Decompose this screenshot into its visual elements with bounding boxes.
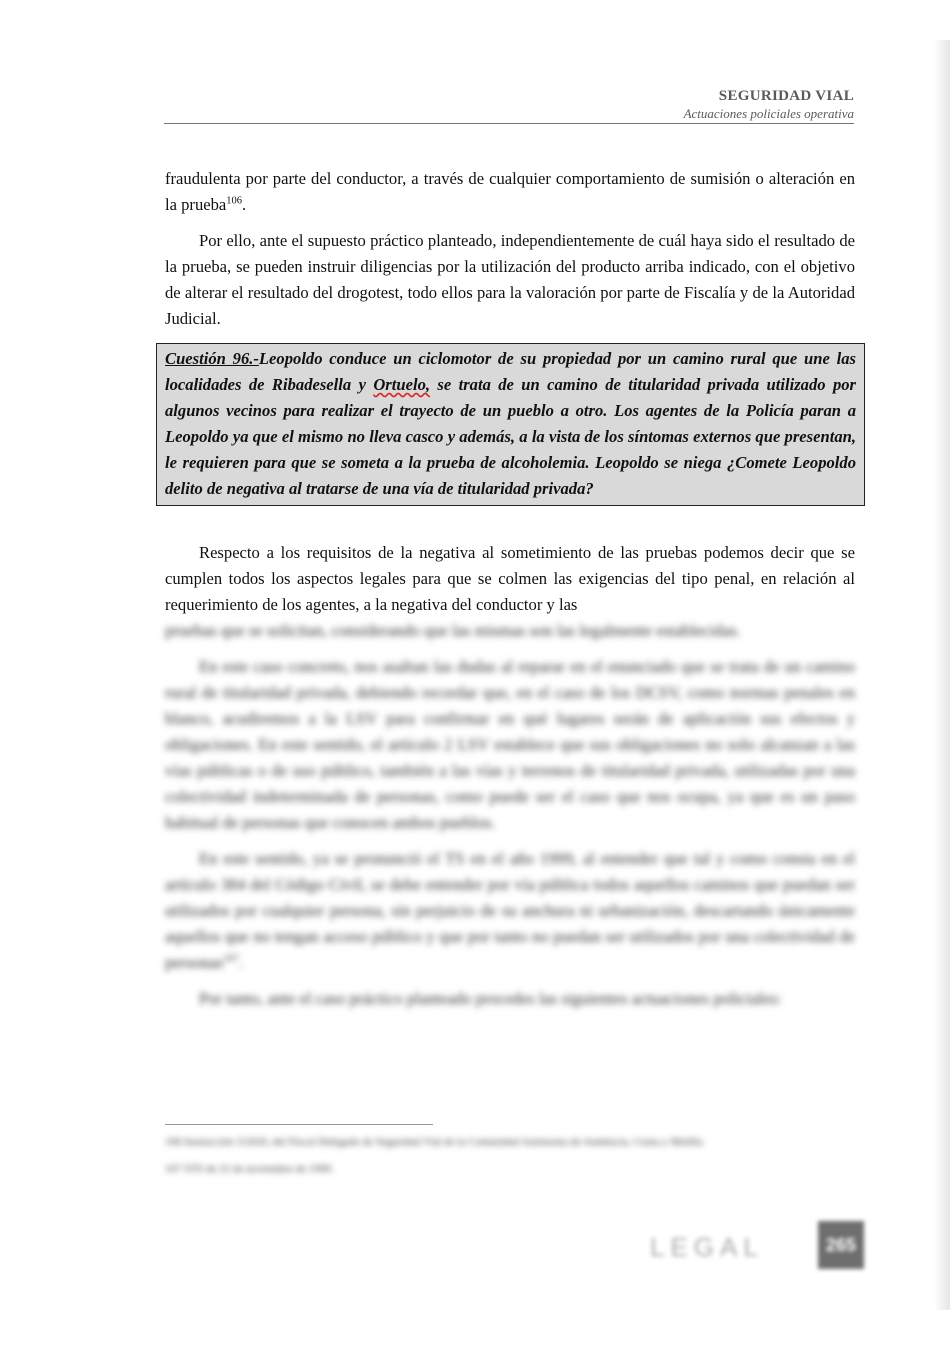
footnote-ref-106[interactable]: 106 bbox=[226, 195, 243, 207]
blurred-line-0: pruebas que se solicitan, considerando que las mismas son las legalmente establecidas. bbox=[165, 621, 741, 640]
footnote-107: 107 STS de 22 de noviembre de 1999. bbox=[165, 1163, 334, 1175]
footnote-rule bbox=[165, 1124, 433, 1125]
blurred-paragraph-2-text: En este sentido, ya se pronunció el TS en el año 1999, al entender que tal y como consta en el artículo 384 del Código Civil, se debe entender por vía pública todos aquellos caminos que puedan ser utilizados por cualquier persona, sin perjuicio de su anchura ni urbanización, descartando únicamente aquellos que no tengan acceso público y que por tanto no puedan ser utilizados por una colectividad de personas bbox=[165, 849, 855, 972]
question-text-start: Leopoldo conduce un ciclomotor de su propiedad por un camino rural que une las localidades de Ribadesella y bbox=[165, 349, 856, 394]
blurred-paragraph-2: En este sentido, ya se pronunció el TS en el año 1999, al entender que tal y como consta en el artículo 384 del Código Civil, se debe entender por vía pública todos aquellos caminos que puedan ser utilizados por cualquier persona, sin perjuicio de su anchura ni urbanización, descartando únicamente aquellos que no tengan acceso público y que por tanto no puedan ser utilizados por una colectividad de personas$^{107}$. bbox=[165, 849, 855, 972]
blurred-content bbox=[165, 618, 855, 1012]
paragraph-1-text: fraudulenta por parte del conductor, a través de cualquier comportamiento de sumisión o alteración en la prueba bbox=[165, 169, 855, 214]
blurred-paragraph-1: En este caso concreto, nos asaltan las dudas al reparar en el enunciado que se trata de un camino rural de titularidad privada, debiendo recordar que, en el caso de los DCSV, como normas penales en blanco, acudiremos a la LSV para confirmar en qué lugares serán de aplicación sus efectos y obligaciones. En este sentido, el artículo 2 LSV establece que sus obligaciones no solo alcanzan a las vías públicas o de uso público, también a las vías y terrenos de titularidad privada, utilizadas por una colectividad indeterminada de personas, como puede ser el caso que nos ocupa, ya que es un paso habitual de personas que conocen ambos pueblos. bbox=[165, 657, 855, 832]
footnotes bbox=[165, 1134, 855, 1188]
header-rule bbox=[164, 123, 854, 124]
paragraph-3-text: Respecto a los requisitos de la negativa al sometimiento de las pruebas podemos decir que se cumplen todos los aspectos legales para que se colmen las exigencias del tipo penal, en relación al requerimiento de los agentes, a la negativa del conductor y las bbox=[165, 543, 855, 614]
spellcheck-word[interactable]: Ortuelo, bbox=[373, 375, 431, 394]
paragraph-3 bbox=[165, 540, 855, 618]
paragraph-2-text: Por ello, ante el supuesto práctico planteado, independientemente de cuál haya sido el resultado de la prueba, se pueden instruir diligencias por la utilización del producto arriba indicado, con el objetivo de alterar el resultado del drogotest, todo ellos para la valoración por parte de Fiscalía y de la Autoridad Judicial. bbox=[165, 231, 855, 328]
publisher-logo: LEGAL bbox=[650, 1232, 764, 1262]
question-label: Cuestión 96.- bbox=[165, 349, 259, 368]
blurred-paragraph-3: Por tanto, ante el caso práctico planteado procedes las siguientes actuaciones policiales: bbox=[199, 989, 782, 1008]
page-edge-shadow bbox=[934, 40, 950, 1310]
paragraph-continuation: fraudulenta por parte del conductor, a través de cualquier comportamiento de sumisión o alteración en la prueba$^{106}$. bbox=[165, 169, 855, 214]
question-text-end: se trata de un camino de titularidad privada utilizado por algunos vecinos para realizar el trayecto de un pueblo a otro. Los agentes de la Policía paran a Leopoldo ya que el mismo no lleva casco y además, a la vista de los síntomas externos que presentan, le requieren para que se someta a la prueba de alcoholemia. Leopoldo se niega ¿Comete Leopoldo delito de negativa al tratarse de una vía de titularidad privada? bbox=[165, 375, 856, 498]
page-number-badge: 265 bbox=[818, 1221, 864, 1269]
header-title: SEGURIDAD VIAL bbox=[718, 88, 854, 104]
paragraph-2 bbox=[165, 228, 855, 332]
running-header bbox=[164, 88, 854, 122]
question-box bbox=[156, 343, 865, 506]
footnote-ref-107: 107 bbox=[223, 953, 239, 965]
footnote-106: 106 Instrucción 3/2020, del Fiscal Delegado de Seguridad Vial de la Comunidad Autónoma de Andalucía, Ceuta y Melilla. bbox=[165, 1136, 705, 1148]
header-subtitle: Actuaciones policiales operativa bbox=[683, 106, 854, 121]
